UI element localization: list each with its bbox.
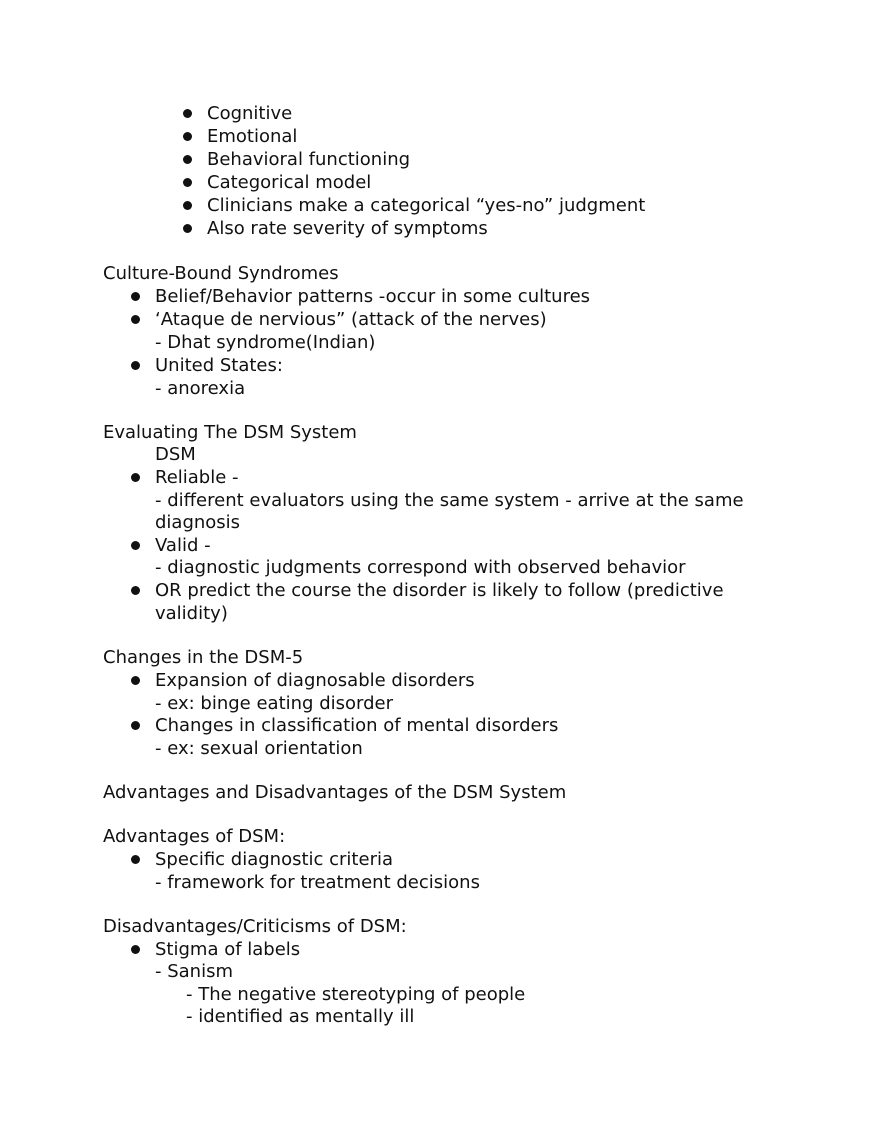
bullet-icon (183, 132, 192, 141)
bullet-icon (131, 315, 140, 324)
list-item: Categorical model (207, 172, 372, 193)
section-heading-changes: Changes in the DSM-5 (103, 647, 304, 668)
bullet-icon (183, 155, 192, 164)
bullet-icon (131, 721, 140, 730)
section-heading-advantages: Advantages of DSM: (103, 826, 286, 847)
bullet-icon (131, 473, 140, 482)
sub-item: diagnosis (155, 512, 241, 533)
list-item: Behavioral functioning (207, 149, 411, 170)
list-item: Specific diagnostic criteria (155, 849, 393, 870)
list-item: Belief/Behavior patterns -occur in some cultures (155, 286, 591, 307)
list-item: ‘Ataque de nervious” (attack of the nerves) (155, 309, 547, 330)
list-item: United States: (155, 355, 283, 376)
bullet-icon (131, 292, 140, 301)
bullet-icon (131, 676, 140, 685)
list-item: Cognitive (207, 103, 293, 124)
list-item: Stigma of labels (155, 939, 301, 960)
sub-item: - framework for treatment decisions (155, 872, 480, 893)
bullet-icon (183, 178, 192, 187)
bullet-icon (183, 201, 192, 210)
sub-sub-item: - The negative stereotyping of people (186, 984, 526, 1005)
bullet-icon (131, 541, 140, 550)
bullet-icon (183, 224, 192, 233)
bullet-icon (131, 855, 140, 864)
section-heading-adv-disadv: Advantages and Disadvantages of the DSM System (103, 782, 567, 803)
sub-item: - anorexia (155, 378, 246, 399)
sub-item: - ex: binge eating disorder (155, 693, 393, 714)
list-item: Expansion of diagnosable disorders (155, 670, 475, 691)
list-item: Valid - (155, 535, 211, 556)
sub-item: - Dhat syndrome(Indian) (155, 332, 376, 353)
sub-item: - ex: sexual orientation (155, 738, 363, 759)
list-item-continuation: validity) (155, 603, 228, 624)
bullet-icon (183, 109, 192, 118)
sub-item: - Sanism (155, 961, 233, 982)
section-heading-evaluating: Evaluating The DSM System (103, 422, 357, 443)
section-heading-culture: Culture-Bound Syndromes (103, 263, 339, 284)
list-item: Emotional (207, 126, 298, 147)
sub-sub-item: - identified as mentally ill (186, 1006, 415, 1027)
sub-item: - different evaluators using the same system - arrive at the same (155, 490, 744, 511)
section-heading-disadvantages: Disadvantages/Criticisms of DSM: (103, 916, 407, 937)
bullet-icon (131, 586, 140, 595)
paragraph-text: DSM (155, 444, 196, 465)
list-item: Clinicians make a categorical “yes-no” judgment (207, 195, 646, 216)
bullet-icon (131, 945, 140, 954)
sub-item: - diagnostic judgments correspond with observed behavior (155, 557, 686, 578)
bullet-icon (131, 361, 140, 370)
list-item: Reliable - (155, 467, 239, 488)
list-item: OR predict the course the disorder is likely to follow (predictive (155, 580, 724, 601)
list-item: Also rate severity of symptoms (207, 218, 488, 239)
list-item: Changes in classification of mental disorders (155, 715, 559, 736)
